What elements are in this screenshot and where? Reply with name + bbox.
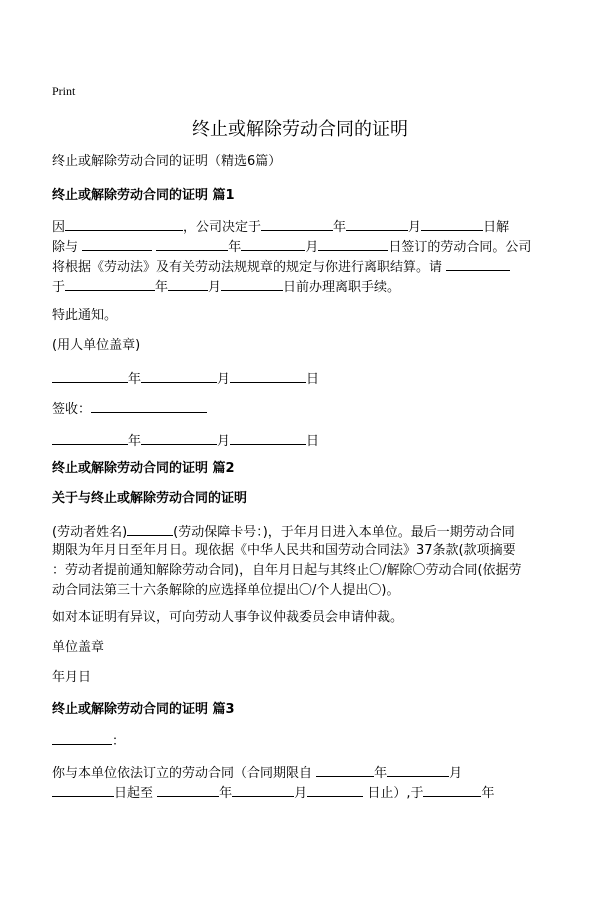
fill-blank[interactable] [141, 430, 217, 445]
text: 日签订的劳动合同。公司 [388, 240, 532, 255]
fill-blank[interactable] [168, 276, 208, 291]
text: 年 [128, 434, 142, 449]
section-1-line-4 [52, 276, 400, 298]
text: 年 [481, 786, 495, 801]
section-2-line-2: 期限为年月日至年月日。现依据《中华人民共和国劳动合同法》37条款(款项摘要 [52, 543, 516, 558]
fill-blank[interactable] [52, 782, 114, 797]
text: 日解 [483, 220, 510, 235]
text: 日前办理离职手续。 [283, 280, 401, 295]
fill-blank[interactable] [423, 782, 481, 797]
section-1-heading: 终止或解除劳动合同的证明 篇1 [52, 188, 235, 203]
fill-blank[interactable] [127, 521, 173, 536]
print-label: Print [52, 84, 76, 98]
text: 月 [305, 240, 319, 255]
fill-blank[interactable] [346, 216, 408, 231]
section-3-line-1 [52, 762, 462, 784]
text: (劳动保障卡号：)，于年月日进入本单位。最后一期劳动合同 [173, 525, 515, 540]
fill-blank[interactable] [157, 782, 219, 797]
fill-blank[interactable] [230, 368, 306, 383]
text: (劳动者姓名) [52, 525, 128, 540]
fill-blank[interactable] [421, 216, 483, 231]
section-2-line-4: 动合同法第三十六条解除的应选择单位提出〇/个人提出〇)。 [52, 583, 400, 598]
text: 月 [217, 434, 231, 449]
fill-blank[interactable] [446, 256, 510, 271]
date-line-2 [52, 430, 319, 452]
unit-stamp-label: 单位盖章 [52, 640, 105, 655]
section-2-line-3: ：劳动者提前通知解除劳动合同)，自年月日起与其终止〇/解除〇劳动合同(依据劳 [52, 563, 522, 578]
text: 年 [333, 220, 347, 235]
section-1-line-1 [52, 216, 509, 238]
text: 因 [52, 220, 66, 235]
section-3-heading: 终止或解除劳动合同的证明 篇3 [52, 702, 235, 717]
text: 将根据《劳动法》及有关劳动法规规章的规定与你进行离职结算。请 [52, 260, 443, 275]
section-3-line-2 [52, 782, 494, 804]
fill-blank[interactable] [318, 236, 388, 251]
fill-blank[interactable] [52, 430, 128, 445]
fill-blank[interactable] [65, 276, 155, 291]
text: 月 [208, 280, 222, 295]
text: 年 [374, 766, 388, 781]
section-2-line-1 [52, 521, 515, 543]
addressee-line [52, 730, 125, 752]
signature-blank[interactable] [91, 398, 207, 413]
fill-blank[interactable] [156, 236, 228, 251]
fill-blank[interactable] [230, 430, 306, 445]
text: 年 [228, 240, 242, 255]
section-2-subheading: 关于与终止或解除劳动合同的证明 [52, 491, 248, 506]
fill-blank[interactable] [387, 762, 449, 777]
text: 月 [294, 786, 308, 801]
text: 于 [52, 280, 66, 295]
text: 除与 [52, 240, 79, 255]
notice-text: 特此通知。 [52, 308, 118, 323]
fill-blank[interactable] [316, 762, 374, 777]
subtitle: 终止或解除劳动合同的证明（精选6篇） [52, 154, 282, 169]
section-2-heading: 终止或解除劳动合同的证明 篇2 [52, 461, 235, 476]
fill-blank[interactable] [52, 368, 128, 383]
text: ： [112, 734, 126, 749]
section-1-line-2 [52, 236, 531, 258]
section-1-line-3 [52, 256, 510, 278]
text: 签收： [52, 402, 92, 417]
fill-blank[interactable] [307, 782, 363, 797]
name-blank[interactable] [52, 730, 112, 745]
fill-blank[interactable] [65, 216, 183, 231]
text: 年 [219, 786, 233, 801]
text: 月 [217, 372, 231, 387]
date-line-1 [52, 368, 319, 390]
fill-blank[interactable] [241, 236, 305, 251]
dispute-text: 如对本证明有异议，可向劳动人事争议仲裁委员会申请仲裁。 [52, 610, 404, 625]
text: 日止）,于 [367, 786, 424, 801]
fill-blank[interactable] [82, 236, 152, 251]
text: 年 [128, 372, 142, 387]
text: 日 [306, 434, 320, 449]
text: ，公司决定于 [183, 220, 262, 235]
fill-blank[interactable] [261, 216, 333, 231]
fill-blank[interactable] [141, 368, 217, 383]
page-title: 终止或解除劳动合同的证明 [192, 119, 408, 140]
text: 你与本单位依法订立的劳动合同（合同期限自 [52, 766, 313, 781]
stamp-label: (用人单位盖章) [52, 338, 141, 353]
fill-blank[interactable] [232, 782, 294, 797]
text: 日起至 [114, 786, 154, 801]
date-text: 年月日 [52, 670, 92, 685]
text: 月 [408, 220, 422, 235]
fill-blank[interactable] [221, 276, 283, 291]
text: 年 [155, 280, 169, 295]
sign-line [52, 398, 207, 420]
text: 日 [306, 372, 320, 387]
text: 月 [449, 766, 463, 781]
